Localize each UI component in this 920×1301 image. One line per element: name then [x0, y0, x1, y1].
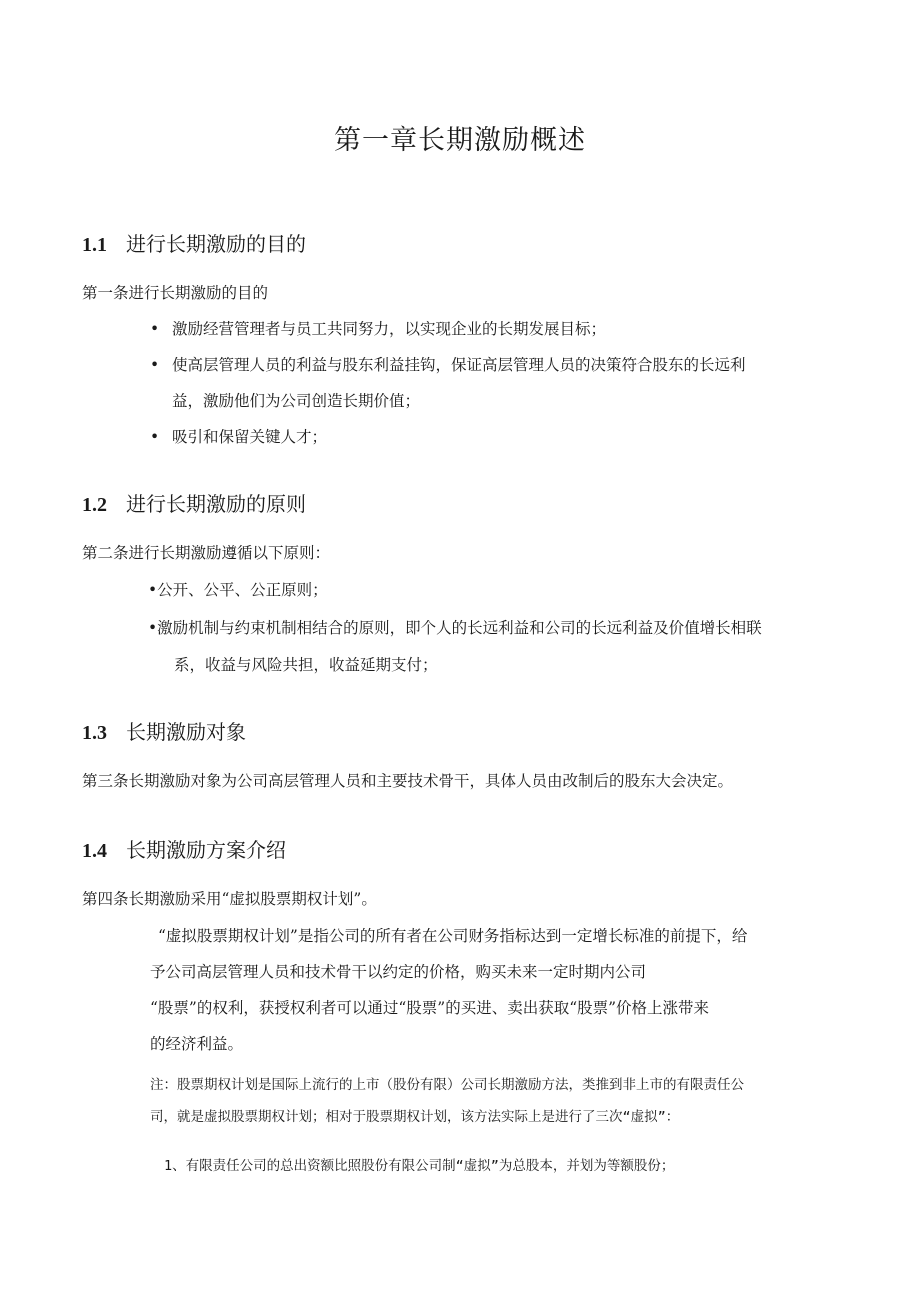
bullet-item: • 激励经营管理者与员工共同努力，以实现企业的长期发展目标；: [150, 320, 607, 338]
bullet-icon: •: [150, 320, 160, 338]
note-line: 1、有限责任公司的总出资额比照股份有限公司制“虚拟”为总股本，并划为等额股份；: [164, 1158, 675, 1174]
chapter-title: 第一章长期激励概述: [334, 125, 586, 156]
bullet-continuation: 益，激励他们为公司创造长期价值；: [172, 392, 421, 410]
article-1: 第一条进行长期激励的目的: [82, 284, 269, 302]
section-title: 长期激励方案介绍: [126, 838, 286, 862]
section-heading-1-3: [82, 716, 246, 745]
bullet-item: •激励机制与约束机制相结合的原则，即个人的长远利益和公司的长远利益及价值增长相联: [148, 619, 762, 637]
bullet-item: • 吸引和保留关键人才；: [150, 428, 328, 446]
section-heading-1-2: [82, 488, 306, 517]
bullet-item: •公开、公平、公正原则；: [148, 581, 328, 599]
note-line: 司，就是虚拟股票期权计划；相对于股票期权计划，该方法实际上是进行了三次“虚拟”：: [150, 1109, 680, 1125]
paragraph-line: “股票”的权利，获授权利者可以通过“股票”的买进、卖出获取“股票”价格上涨带来: [150, 999, 710, 1017]
article-2: 第二条进行长期激励遵循以下原则：: [82, 544, 331, 562]
section-title: 进行长期激励的目的: [126, 232, 306, 256]
article-3: 第三条长期激励对象为公司高层管理人员和主要技术骨干，具体人员由改制后的股东大会决定。: [82, 772, 734, 790]
bullet-continuation: 系，收益与风险共担，收益延期支付；: [174, 656, 438, 674]
section-heading-1-4: [82, 834, 286, 863]
article-4: 第四条长期激励采用“虚拟股票期权计划”。: [82, 890, 377, 908]
section-heading-1-1: [82, 228, 306, 257]
section-title: 进行长期激励的原则: [126, 492, 306, 516]
paragraph-line: “虚拟股票期权计划”是指公司的所有者在公司财务指标达到一定增长标准的前提下，给: [158, 927, 748, 945]
section-title: 长期激励对象: [126, 720, 246, 744]
bullet-icon: •: [150, 356, 160, 374]
paragraph-line: 的经济利益。: [150, 1035, 244, 1053]
section-number: 1.3: [82, 722, 107, 744]
note-line: 注：股票期权计划是国际上流行的上市（股份有限）公司长期激励方法，类推到非上市的有限责任公: [150, 1077, 744, 1093]
bullet-item: • 使高层管理人员的利益与股东利益挂钩，保证高层管理人员的决策符合股东的长远利: [150, 356, 746, 374]
section-number: 1.1: [82, 234, 107, 256]
section-number: 1.2: [82, 494, 107, 516]
bullet-icon: •: [150, 428, 160, 446]
paragraph-line: 予公司高层管理人员和技术骨干以约定的价格，购买未来一定时期内公司: [150, 963, 647, 981]
section-number: 1.4: [82, 840, 107, 862]
